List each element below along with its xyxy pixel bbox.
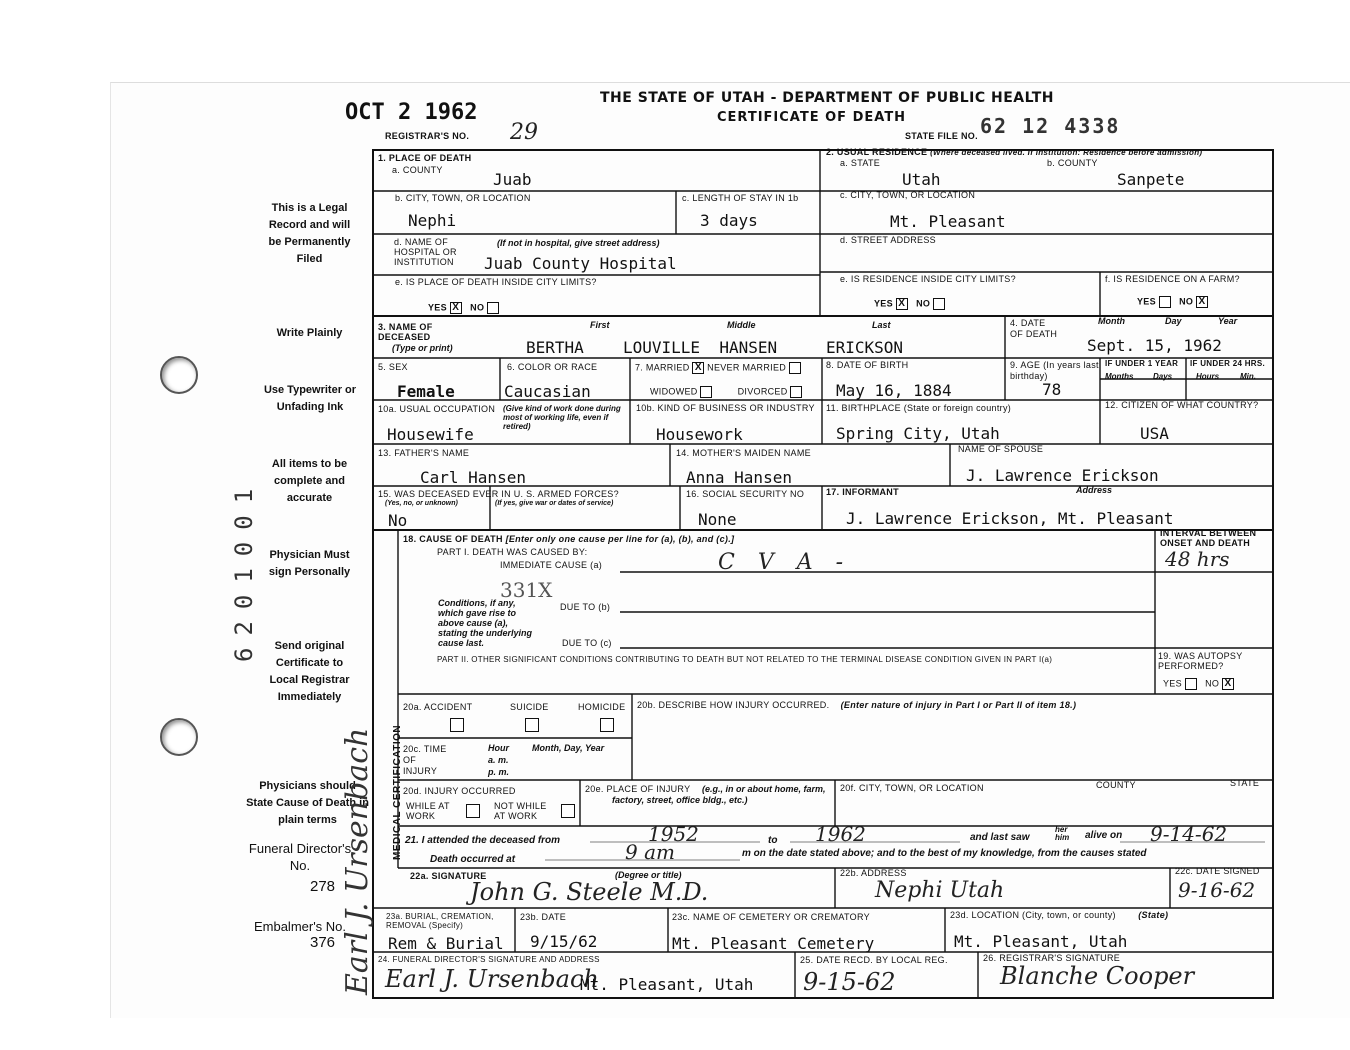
armed-label: 15. WAS DECEASED EVER IN U. S. ARMED FORCES? [378,489,619,499]
injury-state-label: STATE [1230,778,1260,788]
address-label: Address [1076,485,1113,495]
attended-to: 1962 [815,822,866,846]
informant-label: 17. INFORMANT [826,487,899,497]
hours-label: Hours [1196,372,1220,381]
marital-row-2: WIDOWED DIVORCED [650,386,802,398]
hospital-label: d. NAME OF HOSPITAL OR INSTITUTION [394,237,457,267]
res-city-label: c. CITY, TOWN, OR LOCATION [840,190,976,200]
residence-label: 2. USUAL RESIDENCE (Where deceased lived. If institution: Residence before admission) [826,147,1203,157]
sex-label: 5. SEX [378,362,408,372]
time-label: 20c. TIME OF INJURY [403,744,447,776]
interval: 48 hrs [1165,547,1230,571]
funeral-director-no: 278 [310,878,336,895]
middle-label: Middle [727,320,756,330]
checkbox-res-no[interactable] [933,298,945,310]
burial-method-label: 23a. BURIAL, CREMATION, REMOVAL (Specify) [386,912,494,930]
conditions-note: Conditions, if any, which gave rise to above cause (a), stating the underlying cause last. [438,598,533,648]
father-label: 13. FATHER'S NAME [378,448,470,458]
physician-signature: John G. Steele M.D. [470,878,709,906]
due-c-label: DUE TO (c) [562,638,612,648]
date-signed-label: 22c. DATE SIGNED [1175,866,1260,876]
cause-label: 18. CAUSE OF DEATH [Enter only one cause per line for (a), (b), and (c).] [403,534,735,544]
degree-label: (Degree or title) [615,870,682,880]
sex: Female [397,382,455,401]
ssn-label: 16. SOCIAL SECURITY NO [686,489,805,499]
checkbox-not-work[interactable] [561,804,575,818]
inside-limits-label: e. IS PLACE OF DEATH INSIDE CITY LIMITS? [395,277,597,287]
physician-sign-note: Physician Must sign Personally [268,549,351,578]
mdy-label: Month, Day, Year [532,743,605,753]
residence-state: Utah [902,170,941,189]
county-label: a. COUNTY [392,165,443,175]
signature-label: 22a. SIGNATURE [410,871,487,881]
first-label: First [590,320,610,330]
business-label: 10b. KIND OF BUSINESS OR INDUSTRY [636,403,815,413]
autopsy-boxes: YES NO X [1163,678,1234,690]
not-work-label: NOT WHILE AT WORK [494,801,547,821]
am-label: a. m. [488,755,509,765]
place-injury-label: 20e. PLACE OF INJURY [585,784,691,794]
residence-city: Mt. Pleasant [890,212,1006,231]
checkbox-autopsy-yes[interactable] [1185,678,1197,690]
min-label: Min. [1240,372,1256,381]
margin-signature: Earl J. Ursenbach [340,727,375,995]
physician-address: Nephi Utah [875,878,1005,903]
occurred-at-label: Death occurred at [430,854,516,865]
injury-county-label: COUNTY [1096,780,1136,790]
yes-label: YES X NO [428,302,499,314]
marital-row: 7. MARRIED X NEVER MARRIED [635,362,801,374]
cause-code: 331X [500,578,553,602]
age: 78 [1042,380,1062,399]
father-name: Carl Hansen [420,468,526,487]
year-label: Year [1218,316,1238,326]
alive-on-date: 9-14-62 [1150,822,1228,846]
complete-note: All items to be complete and accurate [271,458,348,504]
social-security: None [698,510,737,529]
embalmer-no: 376 [310,934,336,951]
checkbox-yes-checked[interactable] [450,302,462,314]
date-of-death-label: 4. DATE OF DEATH [1010,318,1058,339]
checkbox-never-married[interactable] [789,362,801,374]
street-label: d. STREET ADDRESS [840,235,936,245]
length-of-stay: 3 days [700,211,758,230]
res-limits-label: e. IS RESIDENCE INSIDE CITY LIMITS? [840,274,1016,284]
hospital-note: (If not in hospital, give street address) [497,238,660,248]
immediate-label: IMMEDIATE CAUSE (a) [500,560,603,570]
day-label: Day [1165,316,1182,326]
spouse-label: NAME OF SPOUSE [958,444,1044,454]
occupation-label: 10a. USUAL OCCUPATION [378,404,496,414]
burial-method: Rem & Burial [388,934,504,953]
checkbox-divorced[interactable] [790,386,802,398]
registrar-no-label: REGISTRAR'S NO. [385,131,470,141]
armed-note: (Yes, no, or unknown) [385,500,458,507]
film-number: 6201001 [230,476,258,662]
describe-label: 20b. DESCRIBE HOW INJURY OCCURRED. (Enter nature of injury in Part I or Part II of item 18.) [637,700,1077,710]
her-him-label: her him [1055,825,1070,842]
res-county-label: b. COUNTY [1047,158,1098,168]
burial-location: Mt. Pleasant, Utah [954,932,1128,951]
checkbox-widowed[interactable] [700,386,712,398]
city-label: b. CITY, TOWN, OR LOCATION [395,193,531,203]
birthplace: Spring City, Utah [836,424,1000,443]
mother-name: Anna Hansen [686,468,792,487]
occupation: Housewife [387,425,474,444]
birth-label: 8. DATE OF BIRTH [826,360,909,370]
cause-plain-note: Physicians should State Cause of Death in plain terms [246,780,369,826]
res-limits-boxes: YES X NO [874,298,945,310]
under-24-label: IF UNDER 24 HRS. [1190,359,1266,368]
accident-label: 20a. ACCIDENT [403,702,473,712]
funeral-director-label: Funeral Director's No. [248,841,352,873]
registrar-no: 29 [510,120,538,145]
cemetery: Mt. Pleasant Cemetery [672,934,875,953]
cemetery-label: 23c. NAME OF CEMETERY OR CREMATORY [672,912,870,922]
physician-address-label: 22b. ADDRESS [840,868,907,878]
checkbox-married-checked[interactable] [692,362,704,374]
write-plainly-note: Write Plainly [276,327,343,339]
occurred-label: 20d. INJURY OCCURRED [403,786,516,796]
mother-label: 14. MOTHER'S MAIDEN NAME [676,448,811,458]
director-signature: Earl J. Ursenbach [385,965,599,993]
month-label: Month [1098,316,1125,326]
checkbox-farm-yes[interactable] [1159,296,1171,308]
date-of-death: Sept. 15, 1962 [1087,336,1222,355]
typewriter-note: Use Typewriter or Unfading Ink [263,384,357,413]
race: Caucasian [504,382,591,401]
due-b-label: DUE TO (b) [560,602,611,612]
hour-label: Hour [488,743,509,753]
occurred-tail: m on the date stated above; and to the best of my knowledge, from the causes stated [742,848,1147,859]
months-label: Months [1105,372,1134,381]
director-address: Mt. Pleasant, Utah [580,975,754,994]
date-recd-label: 25. DATE RECD. BY LOCAL REG. [800,955,948,965]
director-label: 24. FUNERAL DIRECTOR'S SIGNATURE AND ADDRESS [378,955,600,964]
occurred-time: 9 am [625,840,675,864]
checkbox-homicide[interactable] [600,718,614,732]
embalmer-label: Embalmer's No. [253,919,347,934]
type-note: (Type or print) [392,343,453,353]
attended-from: 1952 [648,822,699,846]
certificate-title: CERTIFICATE OF DEATH [717,110,907,125]
checkbox-suicide[interactable] [525,718,539,732]
while-work-label: WHILE AT WORK [406,801,450,821]
state-label: a. STATE [840,158,881,168]
business: Housework [656,425,743,444]
part2-label: PART II. OTHER SIGNIFICANT CONDITIONS CONTRIBUTING TO DEATH BUT NOT RELATED TO THE TERMINAL DISEASE CONDITION GIVEN IN PART I(a) [437,655,1053,664]
state-file-no: 62 12 4338 [980,114,1121,138]
send-original-note: Send original Certificate to Local Registrar Immediately [269,640,350,703]
medical-cert-vertical-label: MEDICAL CERTIFICATION [392,724,403,860]
stay-label: c. LENGTH OF STAY IN 1b [682,193,799,203]
death-city: Nephi [408,211,457,230]
hospital-name: Juab County Hospital [484,254,677,273]
suicide-label: SUICIDE [510,702,549,712]
last-name: ERICKSON [826,338,904,357]
death-county: Juab [493,170,532,189]
registrar-signature: Blanche Cooper [1000,962,1195,990]
legal-record-note: This is a Legal Record and will be Permanently Filed [268,202,351,265]
informant: J. Lawrence Erickson, Mt. Pleasant [846,509,1174,528]
agency-heading: THE STATE OF UTAH - DEPARTMENT OF PUBLIC HEALTH [600,90,1054,106]
immediate-cause: C V A - [718,550,852,575]
place-injury-note: (e.g., in or about home, farm, factory, street, office bldg., etc.) [612,784,826,805]
days-label: Days [1153,372,1173,381]
part1-label: PART I. DEATH WAS CAUSED BY: [437,547,588,557]
race-label: 6. COLOR OR RACE [507,362,598,372]
place-of-death-label: 1. PLACE OF DEATH [378,153,472,163]
checkbox-no[interactable] [487,302,499,314]
checkbox-res-yes-checked[interactable] [896,298,908,310]
location-label: 23d. LOCATION (City, town, or county) (State) [950,910,1169,920]
checkbox-autopsy-no-checked[interactable] [1222,678,1234,690]
armed-forces: No [388,511,408,530]
pm-label: p. m. [488,767,510,777]
under-1-label: IF UNDER 1 YEAR [1105,359,1179,368]
homicide-label: HOMICIDE [578,702,626,712]
received-stamp: OCT 2 1962 [345,100,478,125]
residence-county: Sanpete [1117,170,1185,189]
age-label: 9. AGE (In years last birthday) [1010,360,1099,381]
injury-city-label: 20f. CITY, TOWN, OR LOCATION [840,783,984,793]
last-label: Last [872,320,891,330]
birthplace-label: 11. BIRTHPLACE (State or foreign country) [826,403,1012,413]
date-received-local: 9-15-62 [803,968,896,996]
to-label: to [768,835,778,846]
occupation-note: (Give kind of work done during most of working life, even if retired) [503,404,621,431]
armed-note-2: (If yes, give war or dates of service) [495,500,614,507]
burial-date-label: 23b. DATE [520,912,567,922]
farm-label: f. IS RESIDENCE ON A FARM? [1105,274,1240,284]
middle-name: LOUVILLE HANSEN [623,338,778,357]
burial-date: 9/15/62 [530,932,598,951]
checkbox-farm-no-checked[interactable] [1196,296,1208,308]
attended-label: 21. I attended the deceased from [405,835,561,846]
date-signed: 9-16-62 [1178,878,1256,902]
citizen-label: 12. CITIZEN OF WHAT COUNTRY? [1105,400,1259,410]
first-name: BERTHA [526,338,584,357]
date-of-birth: May 16, 1884 [836,381,952,400]
last-saw-label: and last saw [970,832,1030,843]
checkbox-accident[interactable] [450,718,464,732]
registrar-sig-label: 26. REGISTRAR'S SIGNATURE [983,953,1121,963]
interval-label: INTERVAL BETWEEN ONSET AND DEATH [1160,528,1257,548]
autopsy-label: 19. WAS AUTOPSY PERFORMED? [1158,651,1243,671]
alive-on-label: alive on [1085,830,1123,841]
deceased-label: 3. NAME OF DECEASED [378,322,433,342]
checkbox-while-work[interactable] [466,804,480,818]
citizenship: USA [1140,424,1169,443]
farm-boxes: YES NO X [1137,296,1208,308]
spouse-name: J. Lawrence Erickson [966,466,1159,485]
state-file-label: STATE FILE NO. [905,131,978,141]
